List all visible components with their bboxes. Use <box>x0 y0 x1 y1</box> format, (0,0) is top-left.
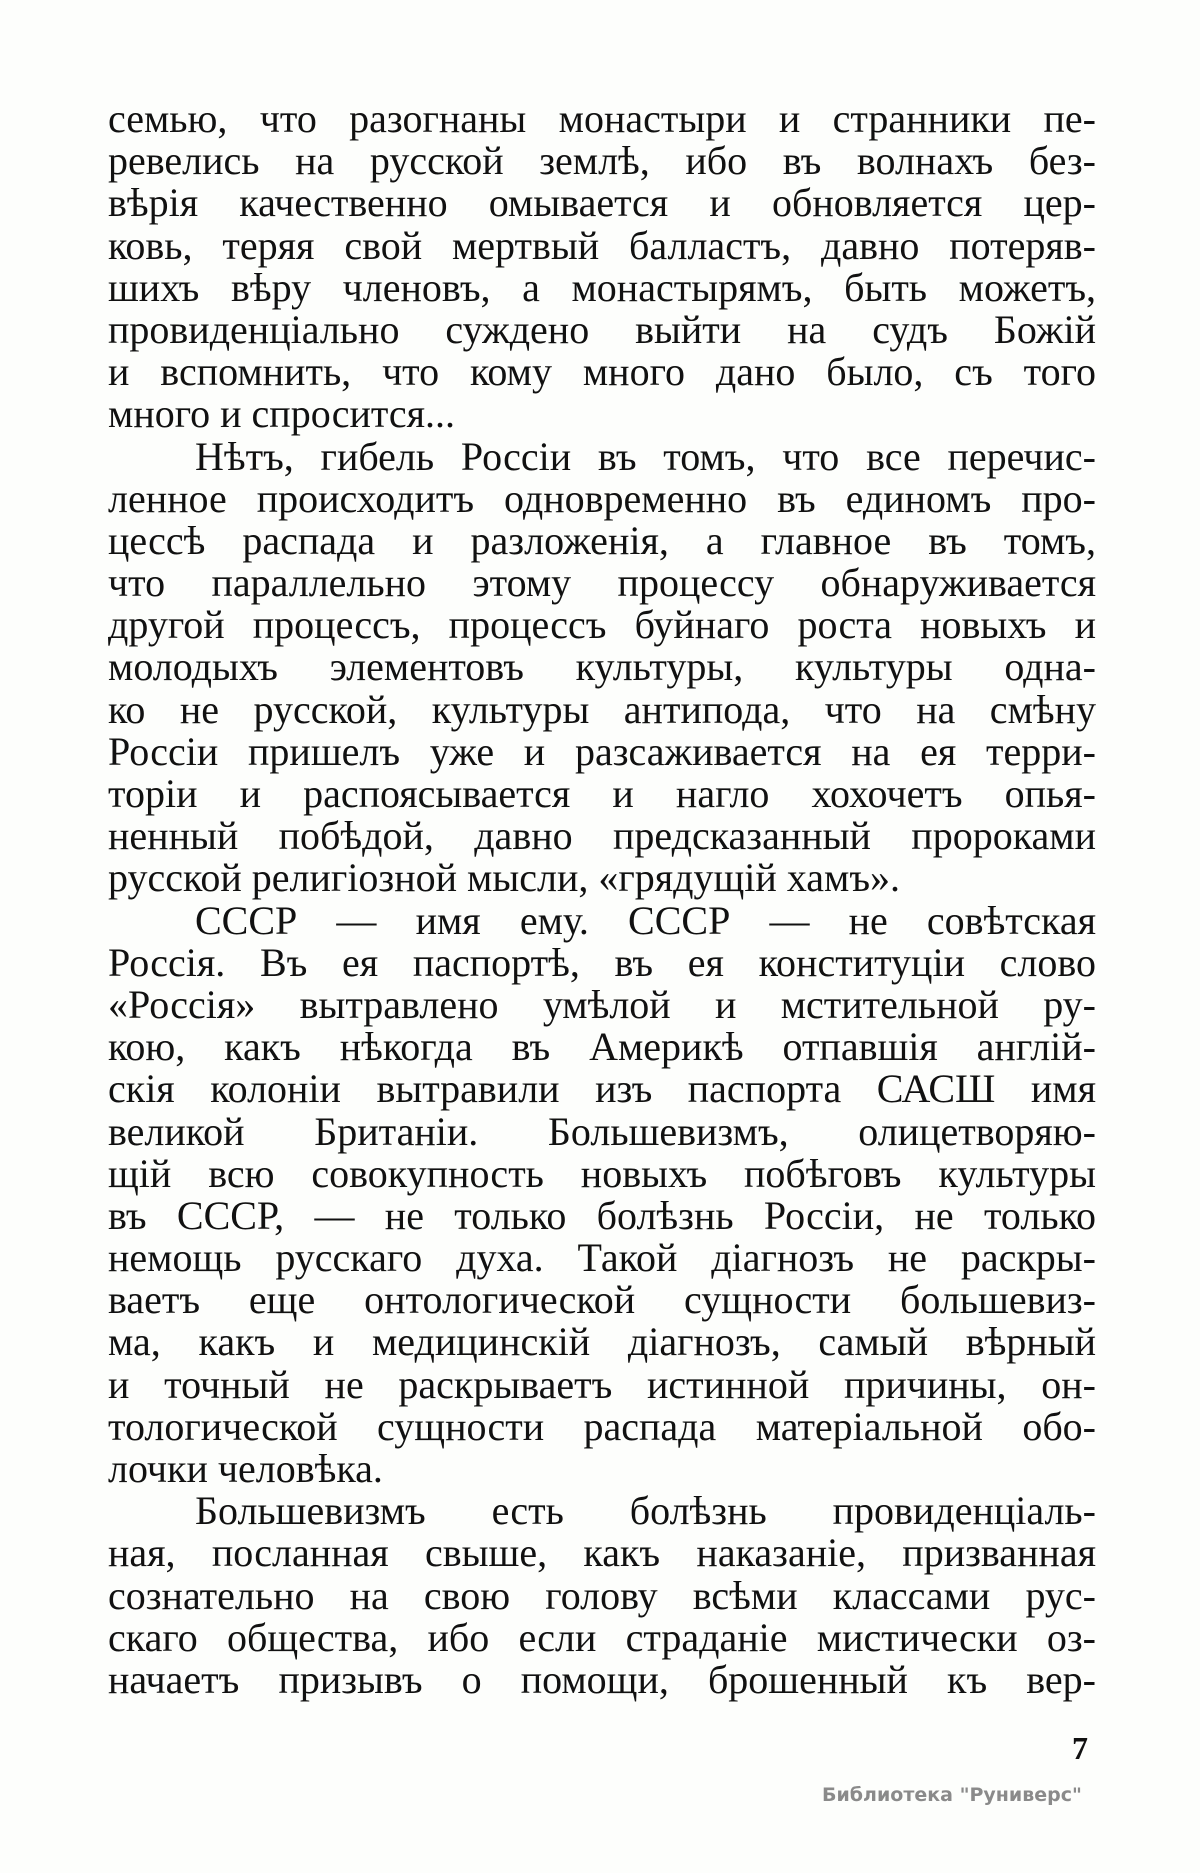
text-line: и вспомнить, что кому много дано было, съ того <box>108 349 1096 395</box>
text-line: скія колоніи вытравили изъ паспорта САСШ имя <box>108 1066 1096 1112</box>
text-line: ная, посланная свыше, какъ наказаніе, призванная <box>108 1530 1096 1576</box>
paragraph-first-line: Большевизмъ есть болѣзнь провиденціаль- <box>195 1488 1096 1534</box>
page-body-text <box>108 98 1096 1701</box>
text-line: Россія. Въ ея паспортѣ, въ ея конституціи слово <box>108 939 1096 985</box>
text-line: «Россія» вытравлено умѣлой и мстительной ру- <box>108 981 1096 1027</box>
text-line: ко не русской, культуры антипода, что на смѣну <box>108 686 1096 732</box>
text-line: Россіи пришелъ уже и разсаживается на ея терри- <box>108 728 1096 774</box>
text-line: щій всю совокупность новыхъ побѣговъ культуры <box>108 1150 1096 1196</box>
text-line: ковь, теряя свой мертвый балластъ, давно потеряв- <box>108 222 1096 268</box>
text-line: сознательно на свою голову всѣми классами рус- <box>108 1572 1096 1618</box>
text-line: и точный не раскрываетъ истинной причины, он- <box>108 1361 1096 1407</box>
text-line: тологической сущности распада матеріальной обо- <box>108 1403 1096 1449</box>
text-line: цессѣ распада и разложенія, а главное въ томъ, <box>108 517 1096 563</box>
text-line: что параллельно этому процессу обнаруживается <box>108 560 1096 606</box>
library-watermark: Библиотека "Руниверс" <box>822 1784 1082 1806</box>
text-line: молодыхъ элементовъ культуры, культуры одна- <box>108 644 1096 690</box>
page-number: 7 <box>1072 1730 1088 1766</box>
text-line: ненный побѣдой, давно предсказанный пророками <box>108 813 1096 859</box>
text-line: другой процессъ, процессъ буйнаго роста новыхъ и <box>108 602 1096 648</box>
text-line: ленное происходитъ одновременно въ единомъ про- <box>108 475 1096 521</box>
text-line: ма, какъ и медицинскій діагнозъ, самый вѣрный <box>108 1319 1096 1365</box>
text-line: много и спросится... <box>108 391 455 437</box>
text-line: немощь русскаго духа. Такой діагнозъ не раскры- <box>108 1235 1096 1281</box>
text-line: скаго общества, ибо если страданіе мистически оз- <box>108 1614 1096 1660</box>
text-line: великой Британіи. Большевизмъ, олицетворяю- <box>108 1108 1096 1154</box>
paragraph-first-line: Нѣтъ, гибель Россіи въ томъ, что все перечис- <box>195 433 1096 479</box>
text-line: въ СССР, — не только болѣзнь Россіи, не только <box>108 1192 1096 1238</box>
text-line: ваетъ еще онтологической сущности большевиз- <box>108 1277 1096 1323</box>
text-line: провиденціально суждено выйти на судъ Божій <box>108 306 1096 352</box>
text-line: русской религіозной мысли, «грядущій хамъ». <box>108 855 901 901</box>
text-line: начаетъ призывъ о помощи, брошенный къ вер- <box>108 1656 1096 1702</box>
text-line: вѣрія качественно омывается и обновляется цер- <box>108 180 1096 226</box>
paragraph-first-line: СССР — имя ему. СССР — не совѣтская <box>195 897 1096 943</box>
text-line: торіи и распоясывается и нагло хохочетъ опья- <box>108 771 1096 816</box>
text-line: лочки человѣка. <box>108 1446 383 1491</box>
text-line: семью, что разогнаны монастыри и странники пе- <box>108 96 1096 141</box>
text-line: ревелись на русской землѣ, ибо въ волнахъ без- <box>108 138 1096 184</box>
text-line: шихъ вѣру членовъ, а монастырямъ, быть можетъ, <box>108 264 1096 310</box>
text-line: кою, какъ нѣкогда въ Америкѣ отпавшія англій- <box>108 1024 1096 1070</box>
